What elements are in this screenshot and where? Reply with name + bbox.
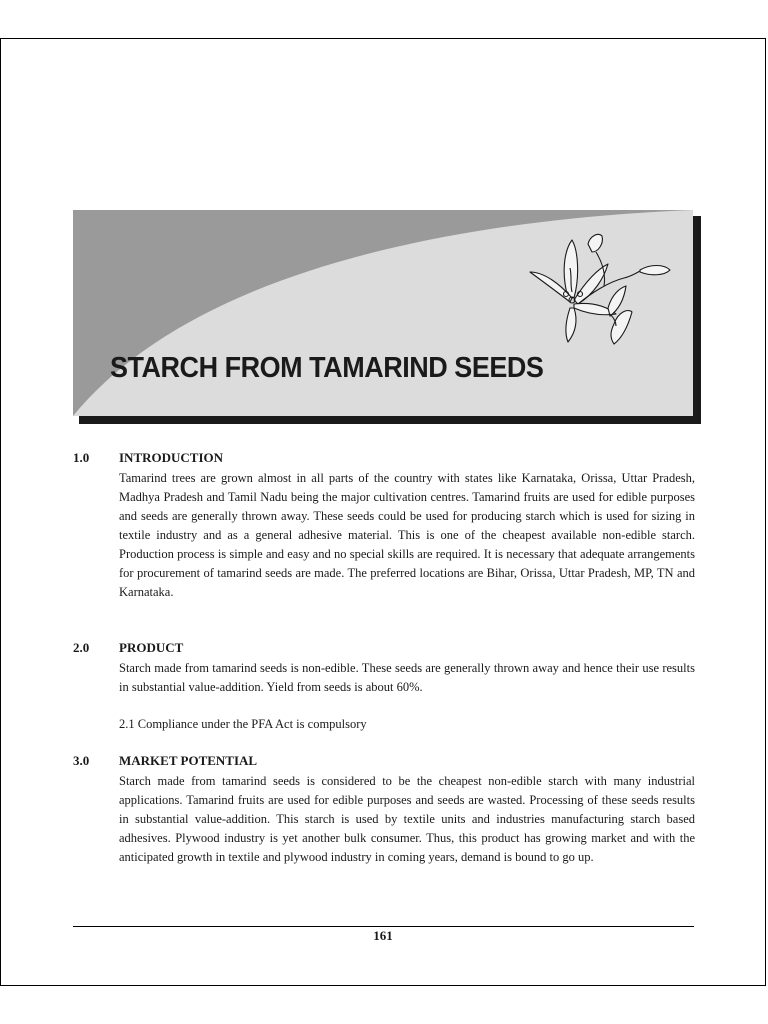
compliance-note: 2.1 Compliance under the PFA Act is compulsory <box>119 717 367 731</box>
section-title: PRODUCT <box>119 640 184 655</box>
tamarind-flower-icon <box>528 228 673 346</box>
section-heading <box>73 640 695 659</box>
section-body: Starch made from tamarind seeds is non-edible. These seeds are generally thrown away and hence their use results in substantial value-addition. Yield from seeds is about 60%. <box>119 661 695 694</box>
section-number: 1.0 <box>73 450 90 465</box>
section-market-potential <box>73 753 695 867</box>
chapter-title: STARCH FROM TAMARIND SEEDS <box>110 352 544 384</box>
page-number: 161 <box>373 928 393 943</box>
section-product <box>73 640 695 734</box>
section-heading <box>73 753 695 772</box>
section-title: INTRODUCTION <box>119 450 224 465</box>
section-body: Starch made from tamarind seeds is considered to be the cheapest non-edible starch with many industrial applications. Tamarind fruits are used for edible purposes and seeds are wasted. Processing of these seeds results in substantial value-addition. This starch is used by textile units and industries manufacturing starch based adhesives. Plywood industry is yet another bulk consumer. Thus, this product has growing market and with the anticipated growth in textile and plywood industry in coming years, demand is bound to go up. <box>119 774 695 864</box>
footer-rule <box>73 926 694 927</box>
section-number: 2.0 <box>73 640 90 655</box>
section-body: Tamarind trees are grown almost in all parts of the country with states like Karnataka, Orissa, Uttar Pradesh, Madhya Pradesh and Tamil Nadu being the major cultivation centres. Tamarind fruits are used for edible purposes and seeds are generally thrown away. These seeds could be used for producing starch which is used for sizing in textile industry and as a general adhesive material. This is one of the cheapest available non-edible starch. Production process is simple and easy and no special skills are required. It is necessary that adequate arrangements for procurement of tamarind seeds are made. The preferred locations are Bihar, Orissa, Uttar Pradesh, MP, TN and Karnataka. <box>119 471 695 599</box>
section-heading <box>73 450 695 469</box>
section-title: MARKET POTENTIAL <box>119 753 258 768</box>
section-number: 3.0 <box>73 753 90 768</box>
section-introduction <box>73 450 695 602</box>
